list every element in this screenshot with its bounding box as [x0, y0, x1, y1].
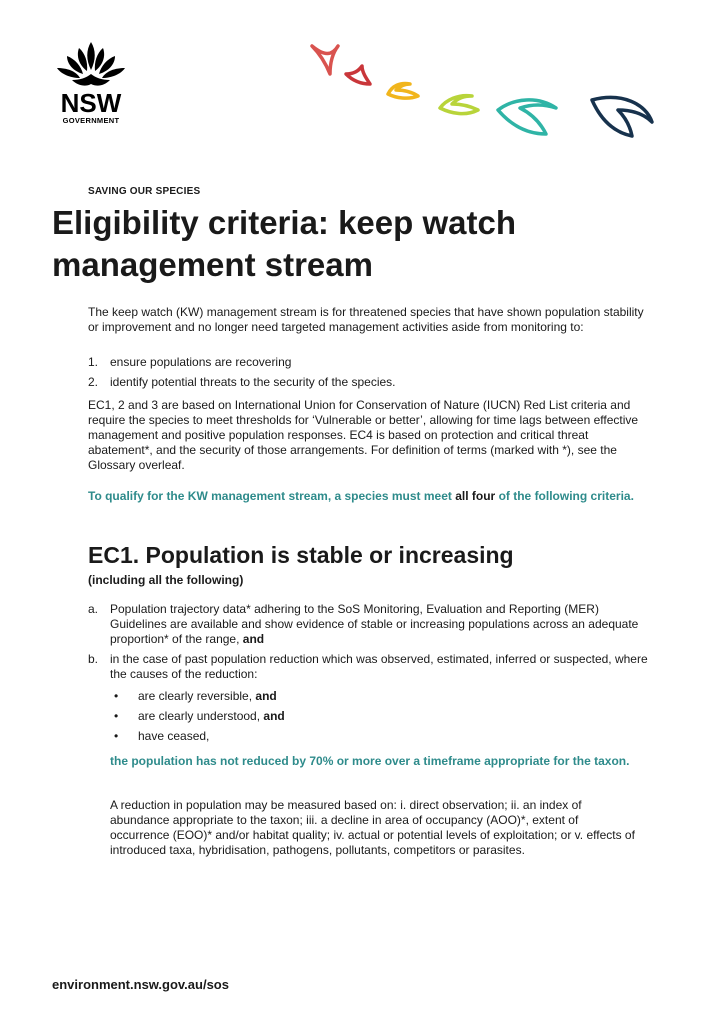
logo-government-text: GOVERNMENT	[62, 116, 120, 125]
list-item-text: are clearly understood,	[138, 709, 261, 723]
page-title: Eligibility criteria: keep watch management stream	[52, 204, 516, 283]
logo-wordmark: NSW	[60, 88, 122, 118]
list-item-text: have ceased,	[138, 729, 210, 743]
list-item-text: ensure populations are recovering	[110, 355, 292, 369]
decorative-leaf-ribbon	[300, 38, 700, 148]
monitoring-steps-list	[88, 355, 648, 395]
list-item-number: 1.	[88, 355, 99, 369]
reduction-measurement-paragraph: A reduction in population may be measured based on: i. direct observation; ii. an index of abundance appropriate to the taxon; iii. a decline in area of occupancy (AOO)*, extent of occurrence (EOO)* and/or habitat quality; iv. actual or potential levels of exploitation; or v. effects of introduced taxa, hybridisation, pathogens, pollutants, competitors or parasites.	[110, 798, 635, 857]
qualify-text-before: To qualify for the KW management stream, a species must meet	[88, 489, 456, 503]
list-item-conjunction: and	[263, 709, 285, 723]
ec1-heading: EC1. Population is stable or increasing	[88, 542, 514, 568]
list-item	[110, 689, 630, 704]
eyebrow-label: SAVING OUR SPECIES	[88, 186, 201, 197]
criterion-text	[110, 602, 648, 647]
criterion-conjunction: and	[242, 632, 265, 646]
list-item-conjunction: and	[255, 689, 277, 703]
list-item	[110, 729, 630, 744]
intro-paragraph: The keep watch (KW) management stream is for threatened species that have shown population stability or improvement and no longer need targeted management activities aside from monitoring to:	[88, 305, 644, 334]
list-item-number: 2.	[88, 375, 99, 389]
list-item-text: are clearly reversible,	[138, 689, 253, 703]
list-item	[88, 375, 648, 390]
qualify-statement	[88, 489, 648, 504]
qualify-emphasis: all four	[455, 489, 496, 503]
population-threshold-note: the population has not reduced by 70% or more over a timeframe appropriate for the taxon.	[110, 754, 630, 768]
bullet-icon: •	[114, 709, 119, 723]
criterion-a	[88, 602, 648, 647]
nsw-government-logo	[52, 40, 130, 128]
list-item	[88, 355, 648, 370]
bullet-icon: •	[114, 689, 119, 703]
waratah-flower-icon	[52, 40, 130, 90]
criterion-marker: a.	[88, 602, 99, 616]
criterion-body: in the case of past population reduction which was observed, estimated, inferred or suspected, where the causes of the reduction:	[110, 652, 648, 681]
bullet-icon: •	[114, 729, 119, 743]
list-item-text: identify potential threats to the security of the species.	[110, 375, 396, 389]
criteria-basis-paragraph: EC1, 2 and 3 are based on International Union for Conservation of Nature (IUCN) Red List criteria and require the species to meet thresholds for ‘Vulnerable or better’, allowing for time lags between effective management and positive population responses. EC4 is based on protection and critical threat abatement*, and the security of those arrangements. For definition of terms (marked with *), see the Glossary overleaf.	[88, 398, 639, 472]
criterion-b	[88, 652, 648, 682]
criterion-marker: b.	[88, 652, 99, 666]
criterion-body: Population trajectory data* adhering to the SoS Monitoring, Evaluation and Reporting (MER) Guidelines are available and show evidence of stable or increasing populations across an adequate proportion* of the range,	[110, 602, 639, 646]
footer-url[interactable]: environment.nsw.gov.au/sos	[52, 977, 229, 992]
ec1-subheading: (including all the following)	[88, 573, 244, 587]
reduction-causes-list	[110, 689, 630, 749]
list-item	[110, 709, 630, 724]
qualify-text-after: of the following criteria.	[495, 489, 634, 503]
